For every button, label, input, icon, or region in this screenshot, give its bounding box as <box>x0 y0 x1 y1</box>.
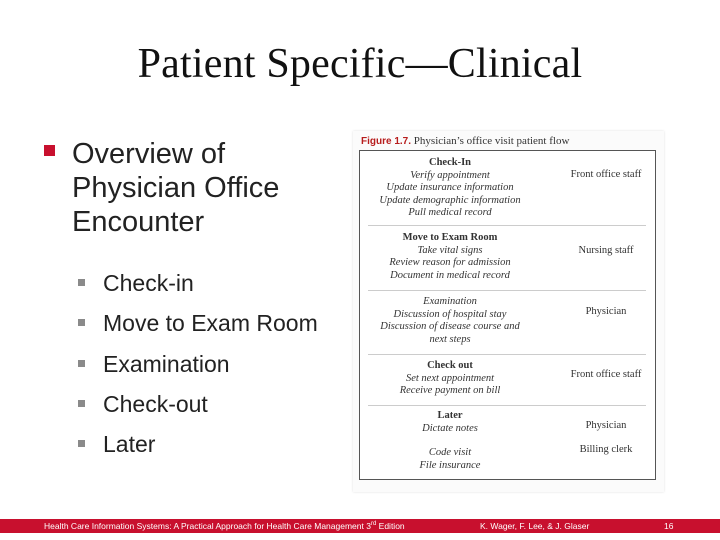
sub-bullet <box>78 347 358 387</box>
sub-bullet <box>78 306 358 346</box>
main-bullet <box>44 137 344 239</box>
role-label: Billing clerk <box>579 444 633 455</box>
square-bullet-icon <box>78 319 85 326</box>
sub-bullet <box>78 427 358 467</box>
role-label: Physician <box>585 306 627 317</box>
footer-authors: K. Wager, F. Lee, & J. Glaser <box>480 521 590 531</box>
flow-step-move-to-exam-room <box>360 232 540 282</box>
step-item: Document in medical record <box>390 269 510 281</box>
step-item: Review reason for admission <box>389 257 511 268</box>
figure-caption-text: Physician’s office visit patient flow <box>413 135 570 147</box>
step-heading: Later <box>437 410 463 421</box>
flow-step-check-out <box>360 360 540 398</box>
square-bullet-icon <box>44 145 55 156</box>
step-item: Verify appointment <box>410 169 490 181</box>
role-label: Front office staff <box>570 169 642 180</box>
figure-label: Figure 1.7. <box>361 136 412 147</box>
square-bullet-icon <box>78 279 85 286</box>
figure-caption <box>361 135 569 147</box>
flow-step-check-in <box>360 157 540 220</box>
sub-bullet-text: Check-in <box>103 270 194 296</box>
divider <box>368 225 646 226</box>
main-bullet-text: Overview of Physician Office Encounter <box>72 138 280 238</box>
step-item: Receive payment on bill <box>399 385 501 396</box>
step-item: Update demographic information <box>379 194 521 206</box>
square-bullet-icon <box>78 440 85 447</box>
sub-bullet-text: Check-out <box>103 390 208 417</box>
footer-edition-suffix: Edition <box>376 521 405 531</box>
step-item: Take vital signs <box>417 244 483 256</box>
square-bullet-icon <box>78 400 85 407</box>
footer-book-text: Health Care Information Systems: A Practical Approach for Health Care Management 3 <box>44 521 371 531</box>
step-item: Discussion of disease course and <box>380 321 520 332</box>
square-bullet-icon <box>78 360 85 367</box>
role-label: Nursing staff <box>578 245 634 256</box>
role-label: Physician <box>585 420 627 431</box>
step-item: Set next appointment <box>405 372 495 384</box>
step-heading: Examination <box>423 296 477 307</box>
sub-bullet-text: Later <box>103 431 156 458</box>
step-item: File insurance <box>419 459 481 471</box>
sub-bullet-text: Move to Exam Room <box>103 310 318 337</box>
step-item: Dictate notes <box>422 422 478 434</box>
page-number: 16 <box>664 521 674 531</box>
step-item: Update insurance information <box>386 182 514 193</box>
sub-bullet-list <box>78 266 358 467</box>
footer-bar <box>0 519 720 533</box>
slide-title: Patient Specific—Clinical <box>137 41 583 87</box>
flow-step-billing <box>360 447 540 472</box>
step-heading: Check out <box>427 360 473 371</box>
figure-box <box>359 150 656 480</box>
step-item: next steps <box>429 333 471 345</box>
step-item: Code visit <box>428 447 472 458</box>
step-item: Discussion of hospital stay <box>393 308 507 320</box>
divider <box>368 290 646 291</box>
divider <box>368 354 646 355</box>
role-label: Front office staff <box>570 369 642 380</box>
footer-book-title <box>44 519 405 533</box>
figure-patient-flow <box>353 131 664 492</box>
sub-bullet <box>78 387 358 427</box>
sub-bullet-text: Examination <box>103 350 230 377</box>
step-item: Pull medical record <box>408 207 492 218</box>
footer-edition-sup: rd <box>370 521 377 528</box>
divider <box>368 405 646 406</box>
flow-step-examination <box>360 296 540 346</box>
sub-bullet <box>78 266 358 306</box>
step-heading: Move to Exam Room <box>402 232 498 243</box>
step-heading: Check-In <box>428 157 471 168</box>
flow-step-later <box>360 410 540 435</box>
